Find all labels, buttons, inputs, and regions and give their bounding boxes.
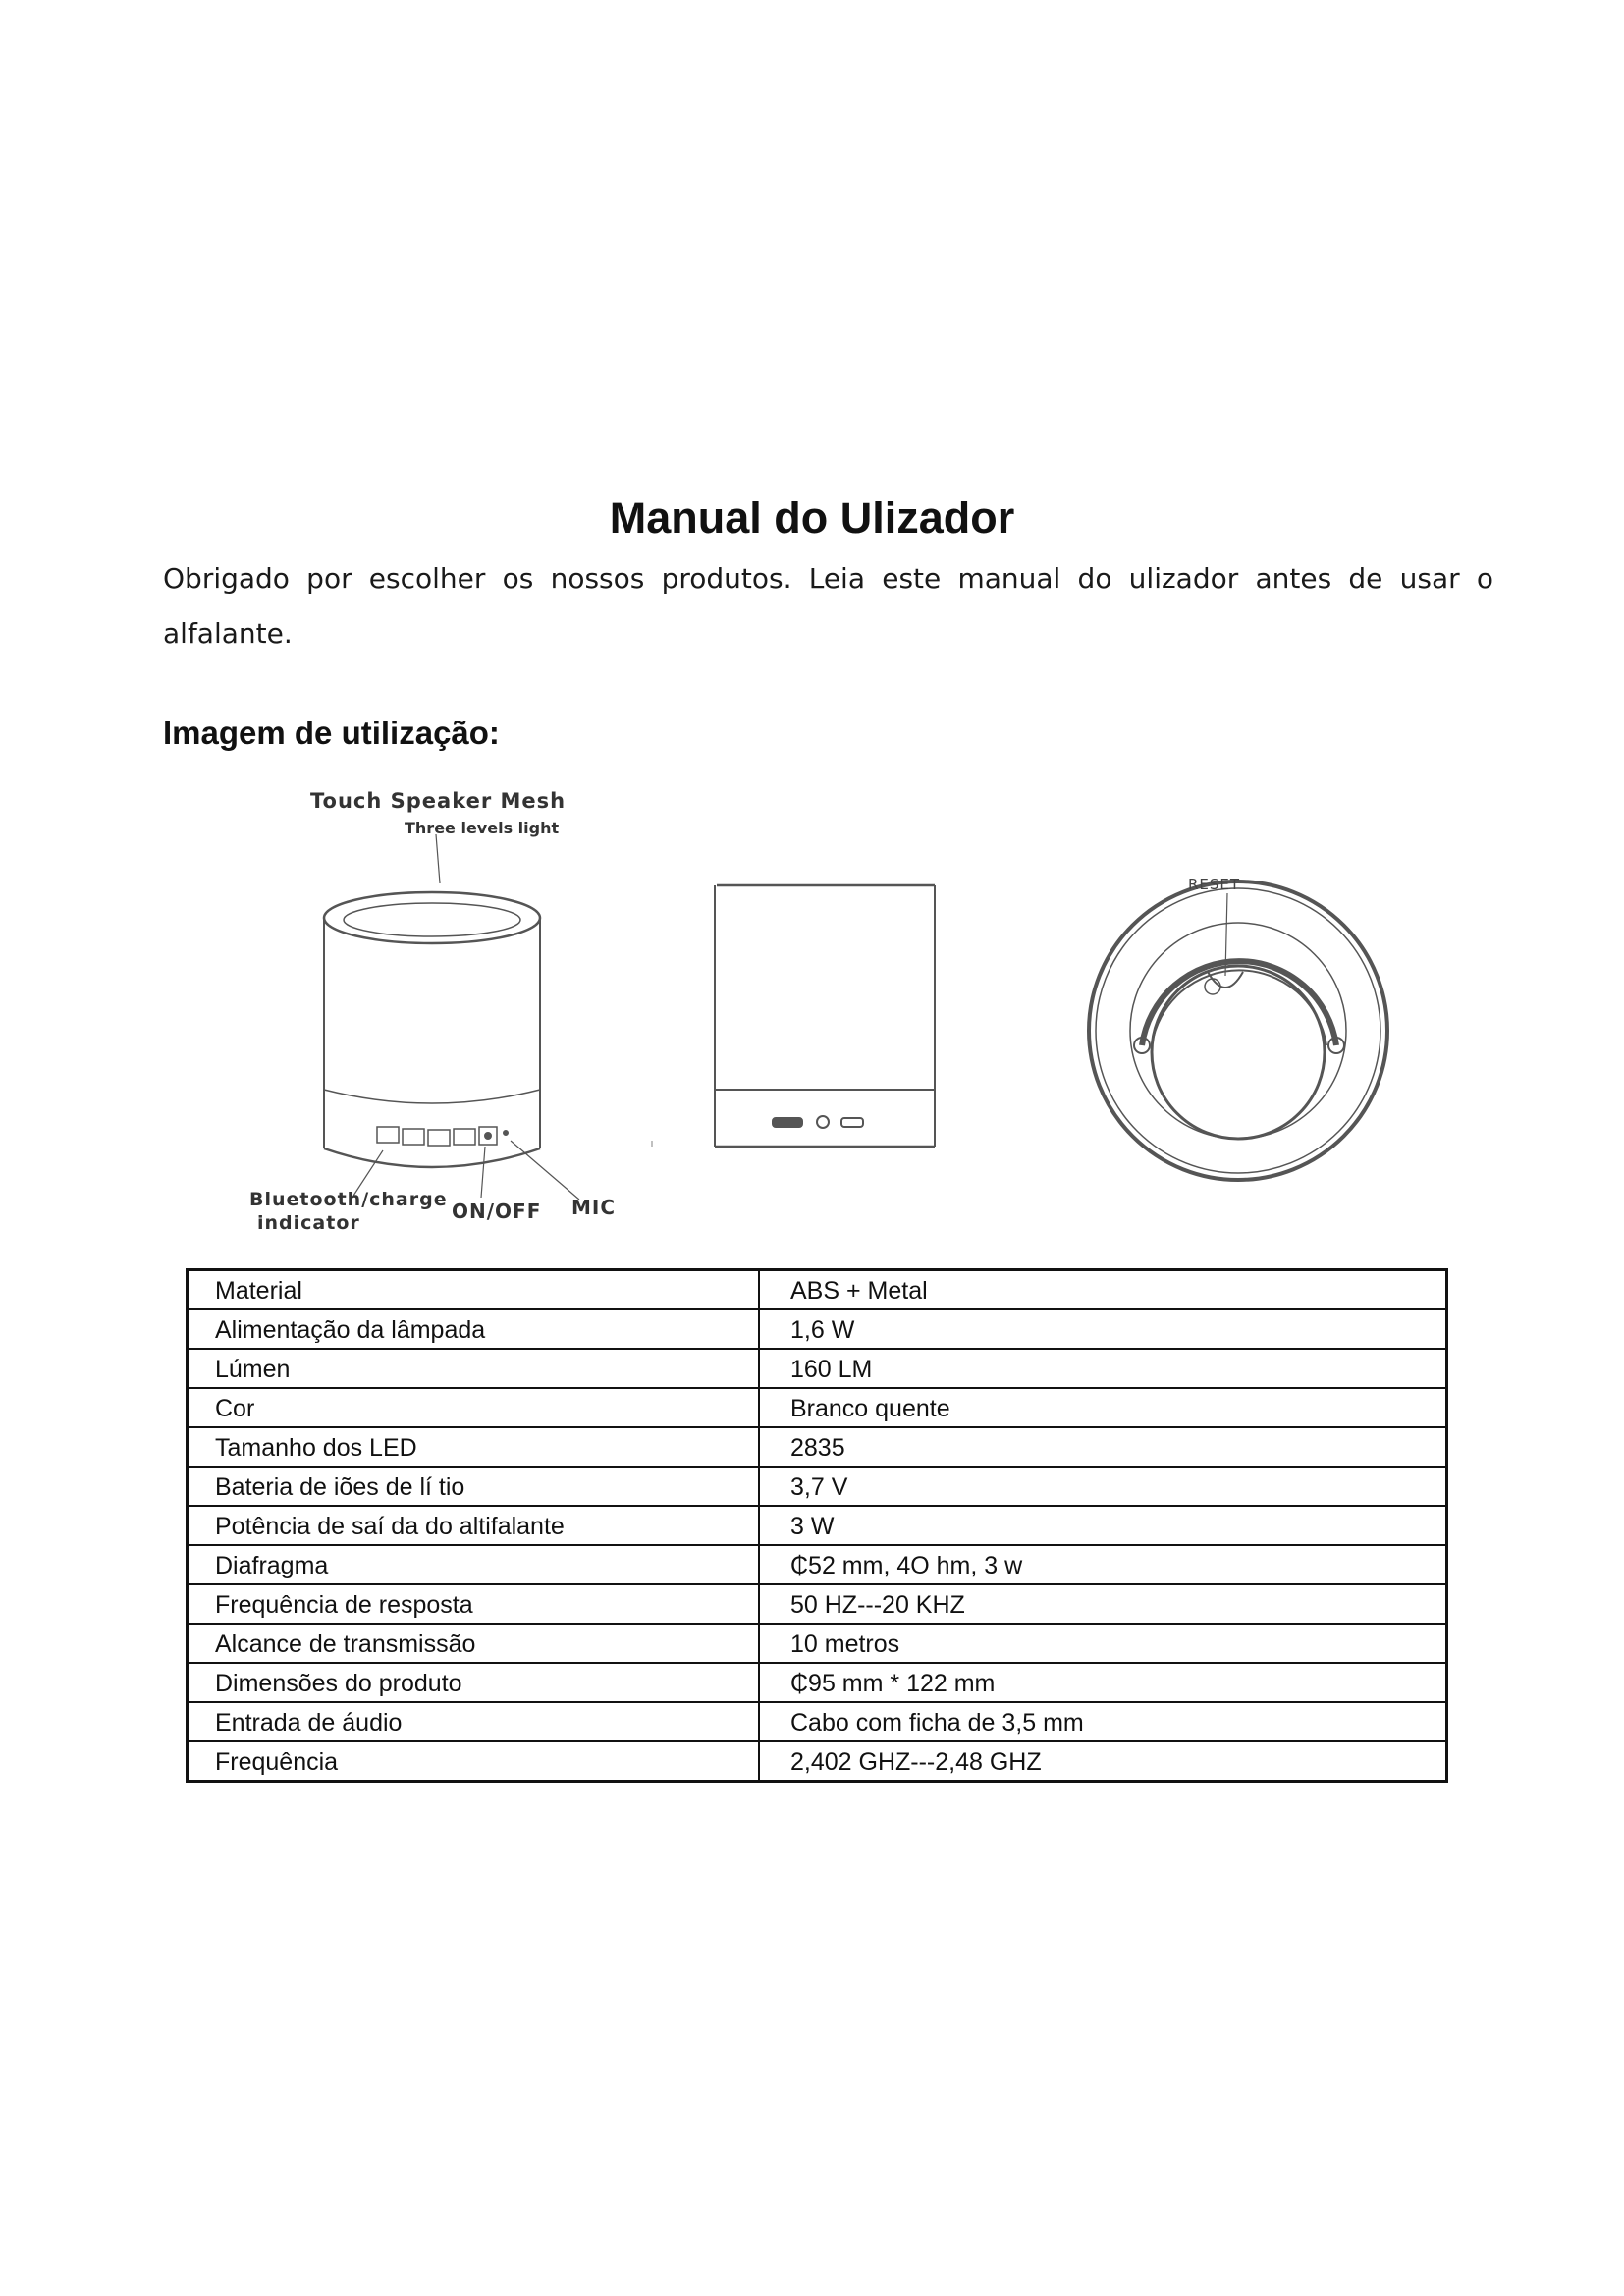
spec-key: Dimensões do produto — [188, 1663, 760, 1702]
spec-value: 10 metros — [759, 1624, 1447, 1663]
spec-key: Frequência — [188, 1741, 760, 1782]
speaker-front-view — [324, 834, 579, 1200]
spec-value: ABS + Metal — [759, 1270, 1447, 1310]
spec-key: Alimentação da lâmpada — [188, 1309, 760, 1349]
table-row — [188, 1506, 1447, 1545]
label-three-levels-light: Three levels light — [405, 819, 560, 837]
table-row — [188, 1741, 1447, 1782]
spec-key: Diafragma — [188, 1545, 760, 1584]
spec-value: 2835 — [759, 1427, 1447, 1467]
spec-key: Bateria de iões de lí tio — [188, 1467, 760, 1506]
spec-key: Lúmen — [188, 1349, 760, 1388]
label-touch-speaker-mesh: Touch Speaker Mesh — [310, 789, 567, 813]
spec-value: ₵52 mm, 4O hm, 3 w — [759, 1545, 1447, 1584]
spec-value: ₵95 mm * 122 mm — [759, 1663, 1447, 1702]
table-row — [188, 1467, 1447, 1506]
table-row — [188, 1702, 1447, 1741]
spec-key: Tamanho dos LED — [188, 1427, 760, 1467]
intro-paragraph: Obrigado por escolher os nossos produtos. Leia este manual do ulizador antes de usar o alfalante. — [163, 562, 1493, 650]
table-row — [188, 1663, 1447, 1702]
spec-value: 1,6 W — [759, 1309, 1447, 1349]
spec-value: 3,7 V — [759, 1467, 1447, 1506]
spec-key: Alcance de transmissão — [188, 1624, 760, 1663]
spec-value: Cabo com ficha de 3,5 mm — [759, 1702, 1447, 1741]
table-row — [188, 1270, 1447, 1310]
spec-value: Branco quente — [759, 1388, 1447, 1427]
speaker-side-view — [715, 885, 935, 1147]
spec-value: 3 W — [759, 1506, 1447, 1545]
speaker-bottom-view — [1089, 881, 1387, 1180]
spec-key: Entrada de áudio — [188, 1702, 760, 1741]
table-row — [188, 1624, 1447, 1663]
spec-key: Frequência de resposta — [188, 1584, 760, 1624]
label-bluetooth-line2: indicator — [257, 1212, 360, 1234]
table-row — [188, 1584, 1447, 1624]
table-row — [188, 1388, 1447, 1427]
spec-table — [186, 1268, 1448, 1783]
table-row — [188, 1427, 1447, 1467]
section-heading: Imagem de utilização: — [163, 715, 500, 751]
spec-value: 2,402 GHZ---2,48 GHZ — [759, 1741, 1447, 1782]
page-title: Manual do Ulizador — [609, 493, 1015, 543]
spec-key: Cor — [188, 1388, 760, 1427]
table-row — [188, 1349, 1447, 1388]
label-mic: MIC — [571, 1196, 617, 1219]
spec-key: Potência de saí da do altifalante — [188, 1506, 760, 1545]
spec-value: 50 HZ---20 KHZ — [759, 1584, 1447, 1624]
label-bluetooth-line1: Bluetooth/charge — [249, 1189, 448, 1210]
table-row — [188, 1545, 1447, 1584]
label-bluetooth-indicator — [249, 1188, 448, 1235]
spec-key: Material — [188, 1270, 760, 1310]
label-on-off: ON/OFF — [452, 1200, 542, 1223]
table-row — [188, 1309, 1447, 1349]
spec-value: 160 LM — [759, 1349, 1447, 1388]
label-reset: RESET — [1188, 876, 1241, 893]
